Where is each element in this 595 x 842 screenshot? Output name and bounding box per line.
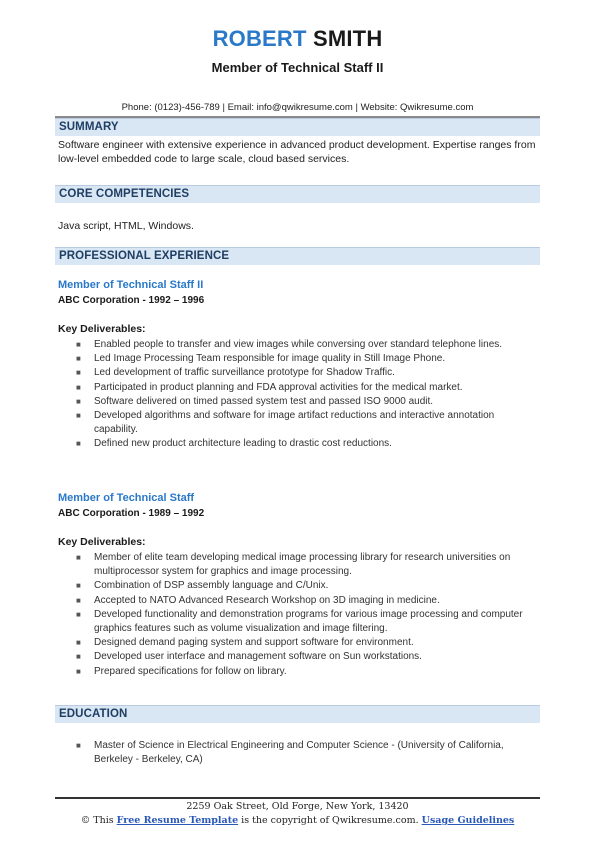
usage-guidelines-link[interactable]: Usage Guidelines	[421, 815, 515, 826]
competencies-text: Java script, HTML, Windows.	[58, 220, 194, 232]
contact-line: Phone: (0123)-456-789 | Email: info@qwikresume.com | Website: Qwikresume.com	[121, 102, 474, 113]
last-name: SMITH	[312, 26, 383, 51]
list-item: ■ Participated in product planning and FDA approval activities for the medical market.	[76, 381, 536, 395]
copyright-prefix: © This	[80, 815, 117, 826]
bullet-icon: ■	[76, 439, 81, 449]
bullet-icon: ■	[76, 396, 81, 406]
list-item: ■ Enabled people to transfer and view images while conversing over standard telephone lines.	[76, 338, 536, 352]
section-title: SUMMARY	[59, 121, 119, 133]
list-item: ■ Defined new product architecture leading to drastic cost reductions.	[76, 437, 536, 451]
bullet-icon: ■	[76, 354, 81, 364]
bullet-icon: ■	[76, 638, 81, 648]
list-item: ■ Developed algorithms and software for image artifact reductions and interactive annotation capability.	[76, 410, 495, 436]
section-title: CORE COMPETENCIES	[59, 188, 190, 200]
job-company: ABC Corporation - 1992 – 1996	[58, 295, 205, 306]
free-resume-template-link[interactable]: Free Resume Template	[116, 815, 239, 826]
section-summary-header	[55, 118, 540, 136]
job-company: ABC Corporation - 1989 – 1992	[58, 508, 205, 519]
bullet-icon: ■	[76, 652, 81, 662]
section-competencies-header	[55, 185, 540, 203]
job-title: Member of Technical Staff II	[211, 60, 384, 75]
list-item: ■ Developed user interface and management software on Sun workstations.	[76, 650, 536, 664]
bullet-icon: ■	[76, 382, 81, 392]
bullet-icon: ■	[76, 581, 81, 591]
deliverables-label: Key Deliverables:	[58, 323, 146, 335]
bullet-icon: ■	[76, 741, 81, 750]
candidate-name	[0, 26, 595, 52]
bullet-icon: ■	[76, 553, 81, 562]
bullet-icon: ■	[76, 411, 81, 421]
bullet-icon: ■	[76, 609, 81, 619]
education-list	[76, 739, 536, 767]
list-item: ■ Led Image Processing Team responsible for image quality in Still Image Phone.	[76, 352, 536, 366]
bullet-icon: ■	[76, 368, 81, 378]
copyright-middle: is the copyright of Qwikresume.com.	[238, 815, 422, 826]
section-title: PROFESSIONAL EXPERIENCE	[59, 250, 230, 262]
list-item: ■ Led development of traffic surveillance prototype for Shadow Traffic.	[76, 366, 536, 380]
job-bullets	[76, 551, 536, 679]
list-item: ■ Designed demand paging system and support software for environment.	[76, 636, 536, 650]
section-education-header	[55, 705, 540, 723]
deliverables-label: Key Deliverables:	[58, 536, 146, 548]
list-item: ■ Master of Science in Electrical Engineering and Computer Science - (University of California, Berkeley - Berkeley, CA)	[76, 740, 504, 766]
footer-address: 2259 Oak Street, Old Forge, New York, 13420	[186, 801, 409, 812]
job-bullets	[76, 338, 536, 452]
section-experience-header	[55, 247, 540, 265]
section-title: EDUCATION	[59, 708, 128, 720]
first-name: ROBERT	[212, 26, 307, 51]
list-item: ■ Developed functionality and demonstration programs for various image processing and computer graphics features such as volume visualization and image filtering.	[76, 608, 523, 635]
bullet-icon: ■	[76, 666, 81, 676]
job-role: Member of Technical Staff	[58, 492, 195, 504]
footer-copyright	[0, 815, 595, 826]
list-item: ■ Combination of DSP assembly language and C/Unix.	[76, 579, 536, 593]
job-role: Member of Technical Staff II	[58, 279, 204, 291]
bullet-icon: ■	[76, 340, 81, 349]
summary-text: Software engineer with extensive experience in advanced product development. Expertise ranges from low-level embedded code to large scale, cloud based services.	[58, 139, 536, 165]
list-item: ■ Accepted to NATO Advanced Research Workshop on 3D imaging in medicine.	[76, 594, 536, 608]
footer-divider	[55, 797, 540, 799]
bullet-icon: ■	[76, 595, 81, 605]
list-item: ■ Member of elite team developing medical image processing library for research universities on multiprocessor system for graphics and image processing.	[76, 552, 511, 578]
list-item: ■ Prepared specifications for follow on library.	[76, 665, 536, 679]
list-item: ■ Software delivered on timed passed system test and passed ISO 9000 audit.	[76, 395, 536, 409]
